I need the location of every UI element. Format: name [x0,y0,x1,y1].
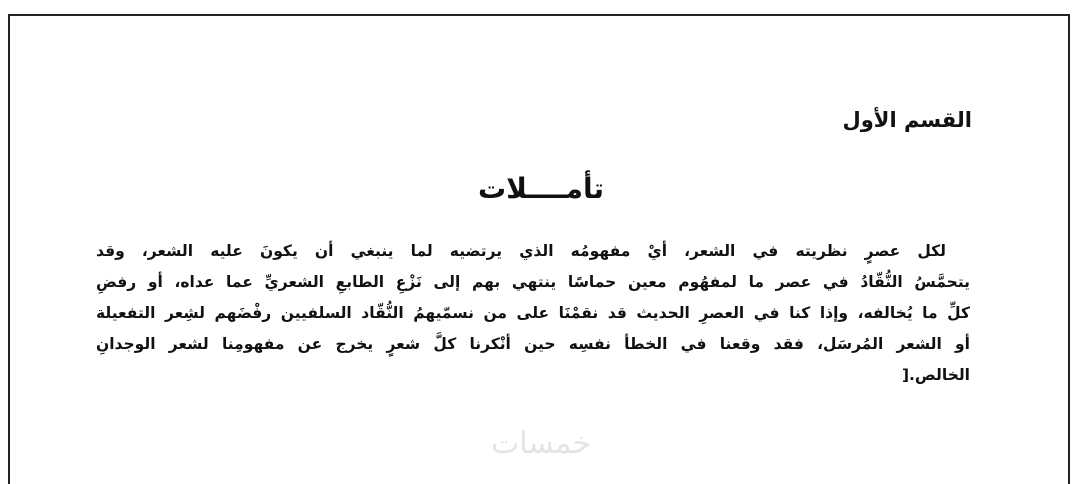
document-title: تأمــــلات [477,172,605,205]
body-paragraph [96,236,970,391]
paragraph-line: كلِّ ما يُخالفه، وإذا كنا في العصرِ الحديث قد نقمْنَا على من نسمّيهمُ النُّقّاد السلفيين رفْضَهم لشِعر التفعيلة [96,304,970,322]
watermark-logo: خمسات [490,426,592,461]
paragraph-line: يتحمَّسُ النُّقّادُ في عصر ما لمفهُوم معين حماسًا ينتهي بهم إلى نَزْعِ الطابعِ الشعريِّ عما عداه، أو رفضِ [96,273,970,291]
paragraph-line: لكل عصرٍ نظريته في الشعر، أيْ مفهومُه الذي يرتضيه لما ينبغي أن يكونَ عليه الشعر، وقد [96,242,946,260]
paragraph-line: الخالص.[ [901,366,970,384]
section-heading: القسم الأول [842,108,972,132]
paragraph-line: أو الشعر المُرسَل، فقد وقعنا في الخطأ نفسِه حين أنْكرنا كلَّ شعرٍ يخرج عن مفهومِنا لشعر الوجدانِ [96,335,970,353]
